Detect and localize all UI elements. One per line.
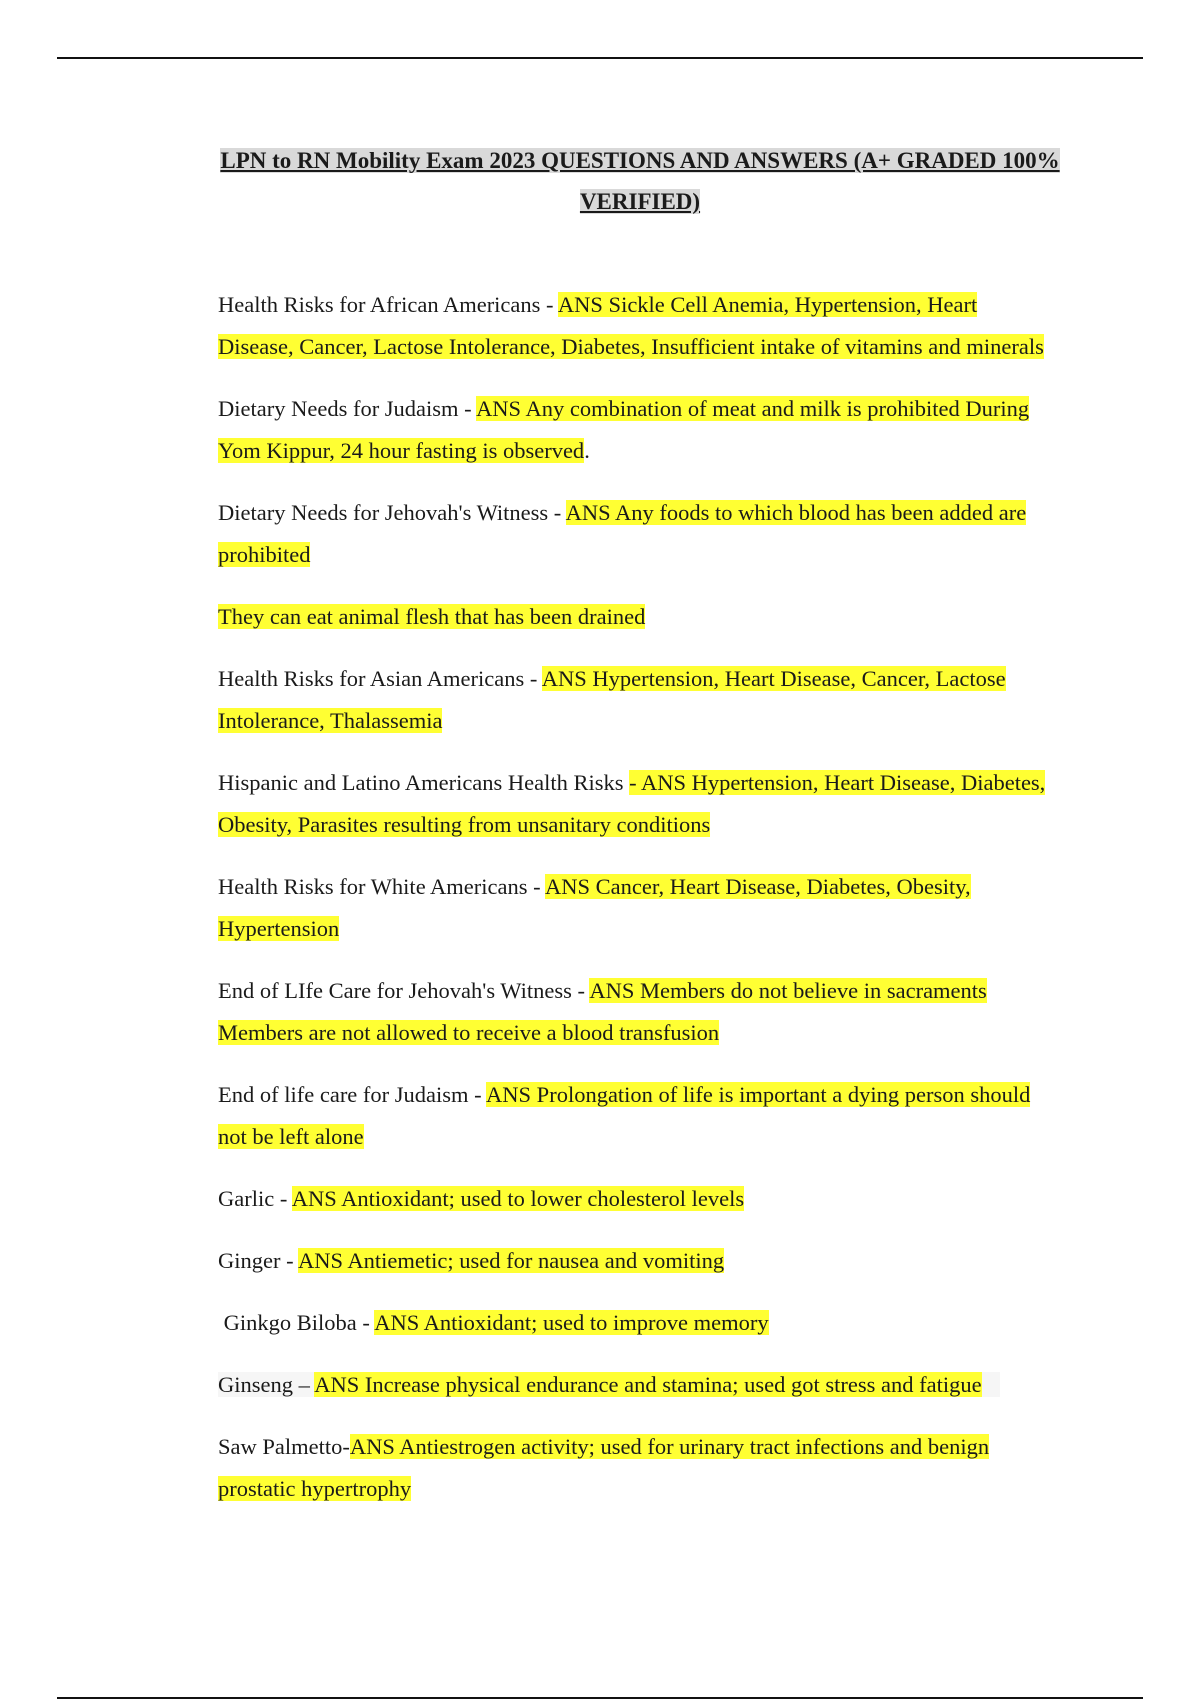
qa-list	[218, 284, 1058, 1530]
qa-entry	[218, 492, 1058, 576]
qa-entry	[218, 1302, 1058, 1344]
qa-term: Dietary Needs for Judaism -	[218, 396, 477, 421]
qa-entry	[218, 1364, 1058, 1406]
qa-term: Garlic -	[218, 1186, 292, 1211]
qa-entry	[218, 596, 1058, 638]
qa-answer: They can eat animal flesh that has been drained	[218, 604, 646, 629]
qa-term: Ginseng –	[218, 1372, 315, 1397]
qa-entry	[218, 1240, 1058, 1282]
qa-answer: ANS Antioxidant; used to lower cholesterol levels	[291, 1186, 745, 1211]
qa-entry	[218, 762, 1058, 846]
qa-term: Dietary Needs for Jehovah's Witness -	[218, 500, 566, 525]
qa-term: End of life care for Judaism -	[218, 1082, 487, 1107]
document-title-text: LPN to RN Mobility Exam 2023 QUESTIONS AND ANSWERS (A+ GRADED 100% VERIFIED)	[220, 148, 1060, 214]
qa-entry	[218, 866, 1058, 950]
qa-entry	[218, 1074, 1058, 1158]
qa-term: Health Risks for African Americans -	[218, 292, 558, 317]
qa-answer: ANS Antiemetic; used for nausea and vomiting	[297, 1248, 725, 1273]
document-title	[200, 140, 1080, 222]
qa-answer: ANS Hypertension, Heart Disease, Cancer, Lactose Intolerance, Thalassemia	[218, 666, 1006, 733]
qa-shaded-line	[218, 1372, 1000, 1397]
top-rule	[57, 57, 1143, 59]
qa-entry	[218, 284, 1058, 368]
qa-answer-tail: .	[584, 438, 590, 463]
qa-entry	[218, 1178, 1058, 1220]
qa-term: Health Risks for White Americans -	[218, 874, 546, 899]
qa-term: Health Risks for Asian Americans -	[218, 666, 542, 691]
qa-answer: ANS Increase physical endurance and stamina; used got stress and fatigue	[314, 1372, 982, 1397]
qa-answer: - ANS Hypertension, Heart Disease, Diabetes, Obesity, Parasites resulting from unsanitary conditions	[218, 770, 1046, 837]
qa-entry	[218, 970, 1058, 1054]
qa-term: Hispanic and Latino Americans Health Risks	[218, 770, 630, 795]
qa-answer: ANS Antioxidant; used to improve memory	[374, 1310, 769, 1335]
qa-answer: ANS Any foods to which blood has been added are prohibited	[218, 500, 1027, 567]
qa-answer: ANS Cancer, Heart Disease, Diabetes, Obesity, Hypertension	[218, 874, 971, 941]
qa-answer: ANS Any combination of meat and milk is prohibited During Yom Kippur, 24 hour fasting is observed	[218, 396, 1030, 463]
qa-term: Ginger -	[218, 1248, 298, 1273]
qa-answer: ANS Members do not believe in sacraments Members are not allowed to receive a blood transfusion	[218, 978, 987, 1045]
qa-answer: ANS Sickle Cell Anemia, Hypertension, Heart Disease, Cancer, Lactose Intolerance, Diabetes, Insufficient intake of vitamins and minerals	[218, 292, 1044, 359]
qa-answer: ANS Antiestrogen activity; used for urinary tract infections and benign prostatic hypertrophy	[218, 1434, 990, 1501]
qa-term: End of LIfe Care for Jehovah's Witness -	[218, 978, 590, 1003]
qa-entry	[218, 1426, 1058, 1510]
qa-term: Saw Palmetto-	[218, 1434, 350, 1459]
qa-entry	[218, 388, 1058, 472]
qa-term: Ginkgo Biloba -	[218, 1310, 375, 1335]
bottom-rule	[57, 1697, 1143, 1699]
qa-answer: ANS Prolongation of life is important a dying person should not be left alone	[218, 1082, 1031, 1149]
qa-entry	[218, 658, 1058, 742]
